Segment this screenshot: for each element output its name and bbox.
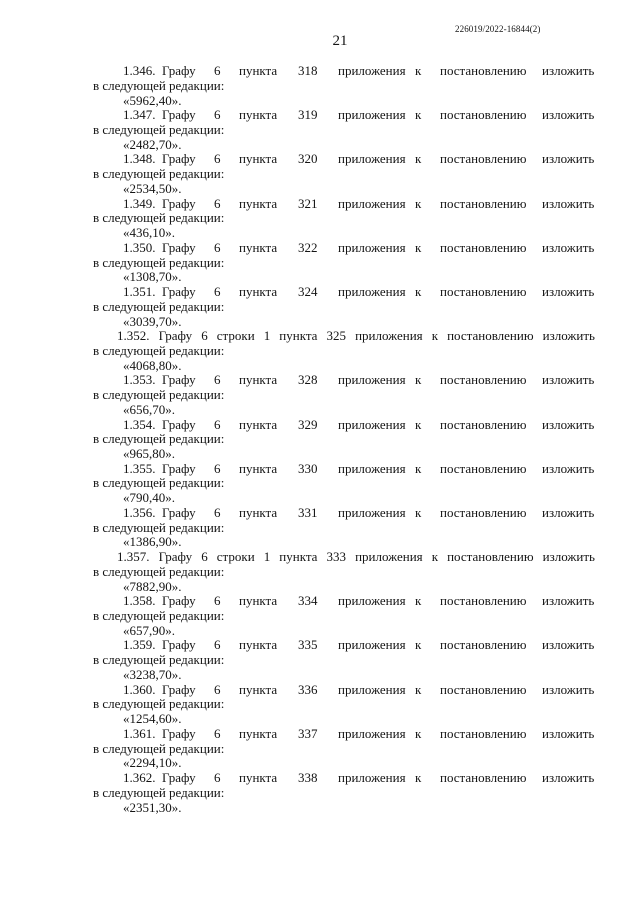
item-number: 1.350.	[123, 239, 156, 255]
item-word: пункта	[239, 63, 278, 78]
item-first-line	[93, 594, 595, 609]
item-column-number: 6	[214, 681, 221, 697]
page-number: 21	[332, 33, 348, 49]
item-word: изложить	[542, 637, 595, 653]
item-column-number: 6	[214, 770, 221, 785]
item-number: 1.351.	[123, 283, 156, 299]
item-word: к	[415, 725, 422, 741]
item-word: изложить	[542, 107, 595, 123]
item-word: постановлению	[440, 637, 527, 653]
item-word: приложения	[338, 504, 406, 520]
item-word: к	[415, 195, 422, 211]
item-first-line	[93, 638, 595, 653]
item-second-line: в следующей редакции:	[93, 342, 225, 358]
item-word: изложить	[542, 460, 595, 476]
item-point-number: 334	[298, 593, 318, 609]
item-number: 1.346.	[123, 63, 156, 78]
item-first-line	[93, 108, 595, 123]
item-first-line: 1.357. Графу 6 строки 1 пункта 333 приложения к постановлению изложить	[117, 549, 595, 565]
item-word: пункта	[239, 725, 278, 741]
item-word: Графу	[162, 283, 196, 299]
item-first-line	[93, 727, 595, 742]
item-word: изложить	[542, 681, 595, 697]
item-second-line: в следующей редакции:	[93, 254, 225, 270]
item-second-line: в следующей редакции:	[93, 475, 225, 491]
item-word: Графу	[162, 151, 196, 167]
item-number: 1.353.	[123, 372, 156, 388]
item-word: Графу	[162, 239, 196, 255]
item-first-line	[93, 64, 595, 79]
item-column-number: 6	[214, 637, 221, 653]
item-word: к	[415, 283, 422, 299]
item-word: пункта	[239, 151, 278, 167]
item-second-line: в следующей редакции:	[93, 166, 225, 182]
item-new-value: «1308,70».	[123, 269, 182, 285]
list-item	[93, 64, 595, 108]
item-word: Графу	[162, 107, 196, 123]
item-second-line: в следующей редакции:	[93, 652, 225, 668]
item-second-line: в следующей редакции:	[93, 696, 225, 712]
item-word: к	[415, 504, 422, 520]
item-word: к	[415, 239, 422, 255]
item-word: Графу	[162, 195, 196, 211]
item-first-line	[93, 241, 595, 256]
item-word: приложения	[338, 151, 406, 167]
item-word: изложить	[542, 593, 595, 609]
document-id: 226019/2022-16844(2)	[455, 24, 541, 34]
item-point-number: 320	[298, 151, 318, 167]
item-word: постановлению	[440, 681, 527, 697]
document-body	[93, 64, 595, 815]
item-word: к	[415, 151, 422, 167]
item-word: постановлению	[440, 283, 527, 299]
item-column-number: 6	[214, 151, 221, 167]
item-word: к	[415, 770, 422, 785]
item-point-number: 338	[298, 770, 318, 785]
item-word: приложения	[338, 681, 406, 697]
item-point-number: 335	[298, 637, 318, 653]
item-word: приложения	[338, 283, 406, 299]
item-new-value: «2534,50».	[123, 180, 182, 196]
list-item	[93, 462, 595, 506]
item-number: 1.359.	[123, 637, 156, 653]
item-word: постановлению	[440, 504, 527, 520]
item-point-number: 336	[298, 681, 318, 697]
list-item	[93, 418, 595, 462]
item-word: изложить	[542, 283, 595, 299]
item-word: постановлению	[440, 416, 527, 432]
item-first-line	[93, 771, 595, 786]
item-second-line: в следующей редакции:	[93, 519, 225, 535]
item-word: постановлению	[440, 239, 527, 255]
item-number: 1.361.	[123, 725, 156, 741]
item-number: 1.347.	[123, 107, 156, 123]
item-first-line: 1.352. Графу 6 строки 1 пункта 325 приложения к постановлению изложить	[117, 328, 595, 344]
item-word: к	[415, 63, 422, 78]
item-new-value: «4068,80».	[123, 357, 182, 373]
item-word: изложить	[542, 770, 595, 785]
item-point-number: 337	[298, 725, 318, 741]
item-new-value: «5962,40».	[123, 92, 182, 108]
item-new-value: «436,10».	[123, 225, 175, 241]
item-word: пункта	[239, 504, 278, 520]
item-second-line: в следующей редакции:	[93, 298, 225, 314]
item-first-line	[93, 418, 595, 433]
item-first-line	[93, 152, 595, 167]
list-item	[93, 506, 595, 550]
item-word: постановлению	[440, 195, 527, 211]
item-word: к	[415, 593, 422, 609]
list-item	[93, 550, 595, 594]
item-point-number: 318	[298, 63, 318, 78]
item-point-number: 329	[298, 416, 318, 432]
item-word: пункта	[239, 195, 278, 211]
item-word: приложения	[338, 63, 406, 78]
item-word: приложения	[338, 372, 406, 388]
list-item	[93, 108, 595, 152]
item-number: 1.362.	[123, 770, 156, 785]
item-point-number: 331	[298, 504, 318, 520]
item-new-value: «2351,30».	[123, 799, 182, 815]
item-word: к	[415, 637, 422, 653]
item-word: изложить	[542, 504, 595, 520]
item-new-value: «7882,90».	[123, 578, 182, 594]
item-first-line	[93, 462, 595, 477]
item-word: к	[415, 107, 422, 123]
item-column-number: 6	[214, 504, 221, 520]
item-second-line: в следующей редакции:	[93, 563, 225, 579]
item-point-number: 330	[298, 460, 318, 476]
item-first-line	[93, 373, 595, 388]
item-new-value: «3039,70».	[123, 313, 182, 329]
item-word: приложения	[338, 107, 406, 123]
list-item	[93, 683, 595, 727]
item-number: 1.355.	[123, 460, 156, 476]
item-word: изложить	[542, 372, 595, 388]
item-word: приложения	[338, 416, 406, 432]
item-word: приложения	[338, 593, 406, 609]
item-column-number: 6	[214, 107, 221, 123]
item-point-number: 328	[298, 372, 318, 388]
item-column-number: 6	[214, 460, 221, 476]
list-item	[93, 638, 595, 682]
list-item	[93, 197, 595, 241]
list-item	[93, 241, 595, 285]
item-new-value: «2294,10».	[123, 755, 182, 771]
item-column-number: 6	[214, 725, 221, 741]
item-word: пункта	[239, 416, 278, 432]
item-second-line: в следующей редакции:	[93, 121, 225, 137]
item-point-number: 324	[298, 283, 318, 299]
item-new-value: «1254,60».	[123, 711, 182, 727]
item-new-value: «2482,70».	[123, 136, 182, 152]
list-item	[93, 727, 595, 771]
list-item	[93, 285, 595, 329]
item-word: Графу	[162, 416, 196, 432]
item-word: постановлению	[440, 770, 527, 785]
item-second-line: в следующей редакции:	[93, 784, 225, 800]
item-word: Графу	[162, 681, 196, 697]
item-word: приложения	[338, 725, 406, 741]
list-item	[93, 329, 595, 373]
item-word: изложить	[542, 416, 595, 432]
list-item	[93, 594, 595, 638]
item-new-value: «3238,70».	[123, 667, 182, 683]
item-second-line: в следующей редакции:	[93, 431, 225, 447]
item-word: пункта	[239, 239, 278, 255]
item-number: 1.358.	[123, 593, 156, 609]
item-word: приложения	[338, 637, 406, 653]
item-new-value: «657,90».	[123, 622, 175, 638]
item-word: Графу	[162, 593, 196, 609]
item-first-line	[93, 683, 595, 698]
item-word: пункта	[239, 460, 278, 476]
item-word: пункта	[239, 637, 278, 653]
item-number: 1.348.	[123, 151, 156, 167]
item-word: постановлению	[440, 107, 527, 123]
item-word: к	[415, 460, 422, 476]
item-word: приложения	[338, 770, 406, 785]
item-word: Графу	[162, 372, 196, 388]
list-item	[93, 771, 595, 815]
item-word: изложить	[542, 151, 595, 167]
item-column-number: 6	[214, 593, 221, 609]
item-word: изложить	[542, 195, 595, 211]
item-second-line: в следующей редакции:	[93, 608, 225, 624]
item-word: Графу	[162, 770, 196, 785]
item-word: Графу	[162, 460, 196, 476]
item-word: постановлению	[440, 725, 527, 741]
item-column-number: 6	[214, 372, 221, 388]
item-word: к	[415, 416, 422, 432]
item-word: изложить	[542, 63, 595, 78]
item-column-number: 6	[214, 63, 221, 78]
item-column-number: 6	[214, 416, 221, 432]
item-word: к	[415, 681, 422, 697]
item-word: приложения	[338, 239, 406, 255]
item-first-line	[93, 285, 595, 300]
item-column-number: 6	[214, 283, 221, 299]
item-word: Графу	[162, 63, 196, 78]
item-word: постановлению	[440, 372, 527, 388]
item-word: изложить	[542, 725, 595, 741]
item-new-value: «790,40».	[123, 490, 175, 506]
item-number: 1.349.	[123, 195, 156, 211]
item-word: Графу	[162, 504, 196, 520]
item-new-value: «1386,90».	[123, 534, 182, 550]
item-second-line: в следующей редакции:	[93, 387, 225, 403]
item-second-line: в следующей редакции:	[93, 77, 225, 93]
item-first-line	[93, 197, 595, 212]
item-word: пункта	[239, 681, 278, 697]
list-item	[93, 373, 595, 417]
item-word: пункта	[239, 372, 278, 388]
item-word: приложения	[338, 460, 406, 476]
item-number: 1.360.	[123, 681, 156, 697]
item-word: постановлению	[440, 460, 527, 476]
item-second-line: в следующей редакции:	[93, 740, 225, 756]
item-new-value: «656,70».	[123, 401, 175, 417]
item-point-number: 319	[298, 107, 318, 123]
item-word: приложения	[338, 195, 406, 211]
list-item	[93, 152, 595, 196]
item-word: пункта	[239, 770, 278, 785]
item-word: Графу	[162, 725, 196, 741]
item-word: пункта	[239, 107, 278, 123]
item-number: 1.356.	[123, 504, 156, 520]
item-word: к	[415, 372, 422, 388]
item-word: постановлению	[440, 151, 527, 167]
item-first-line	[93, 506, 595, 521]
item-new-value: «965,80».	[123, 446, 175, 462]
item-word: Графу	[162, 637, 196, 653]
item-word: пункта	[239, 283, 278, 299]
item-column-number: 6	[214, 239, 221, 255]
item-word: постановлению	[440, 63, 527, 78]
item-second-line: в следующей редакции:	[93, 210, 225, 226]
item-point-number: 321	[298, 195, 318, 211]
item-column-number: 6	[214, 195, 221, 211]
item-word: постановлению	[440, 593, 527, 609]
item-word: изложить	[542, 239, 595, 255]
item-number: 1.354.	[123, 416, 156, 432]
item-point-number: 322	[298, 239, 318, 255]
item-word: пункта	[239, 593, 278, 609]
